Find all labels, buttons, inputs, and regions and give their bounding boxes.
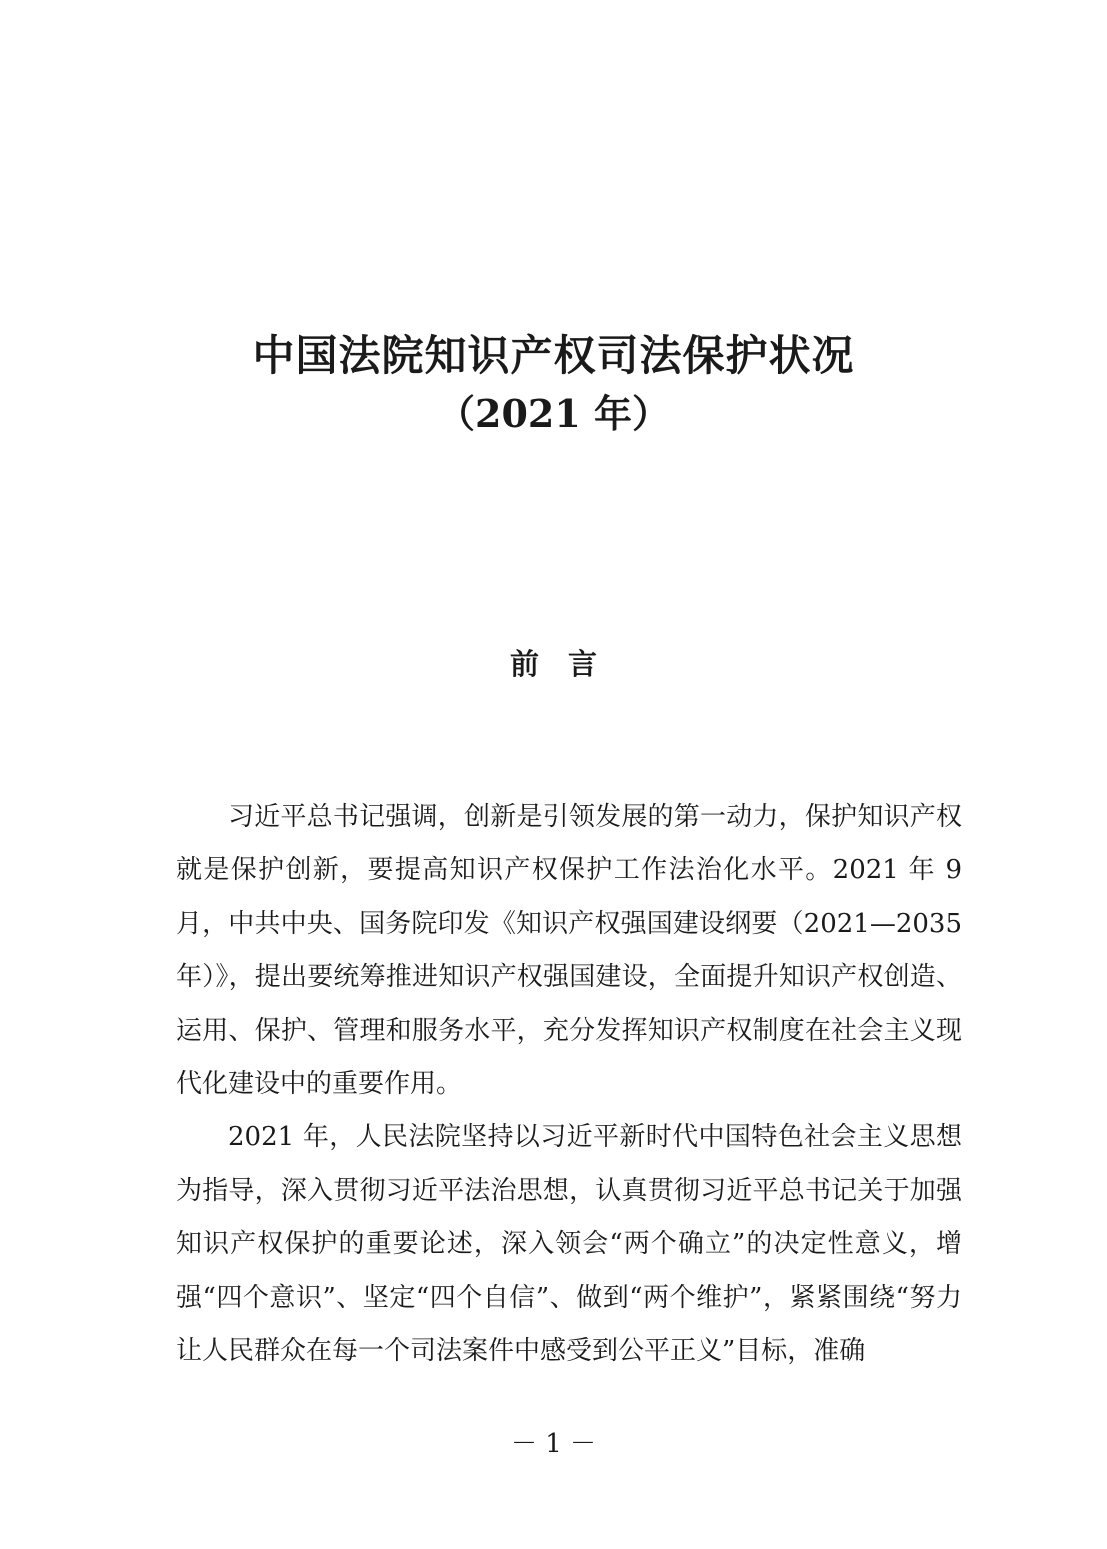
title-block [0, 325, 1107, 441]
section-heading: 前 言 [509, 647, 597, 681]
document-title: 中国法院知识产权司法保护状况 [252, 331, 855, 380]
document-subtitle: （2021 年） [437, 391, 670, 436]
paragraph: 2021 年，人民法院坚持以习近平新时代中国特色社会主义思想为指导，深入贯彻习近平法治思想，认真贯彻习近平总书记关于加强知识产权保护的重要论述，深入领会“两个确立”的决定性意义，增强“四个意识”、坚定“四个自信”、做到“两个维护”，紧紧围绕“努力让人民群众在每一个司法案件中感受到公平正义”目标，准确 [176, 1122, 962, 1367]
page-number: － 1 － [510, 1429, 597, 1459]
paragraph: 习近平总书记强调，创新是引领发展的第一动力，保护知识产权就是保护创新，要提高知识产权保护工作法治化水平。2021 年 9 月，中共中央、国务院印发《知识产权强国建设纲要（2021—2035 年）》，提出要统筹推进知识产权强国建设，全面提升知识产权创造、运用、保护、管理和服务水平，充分发挥知识产权制度在社会主义现代化建设中的重要作用。 [176, 802, 962, 1100]
body-text [176, 791, 962, 1378]
